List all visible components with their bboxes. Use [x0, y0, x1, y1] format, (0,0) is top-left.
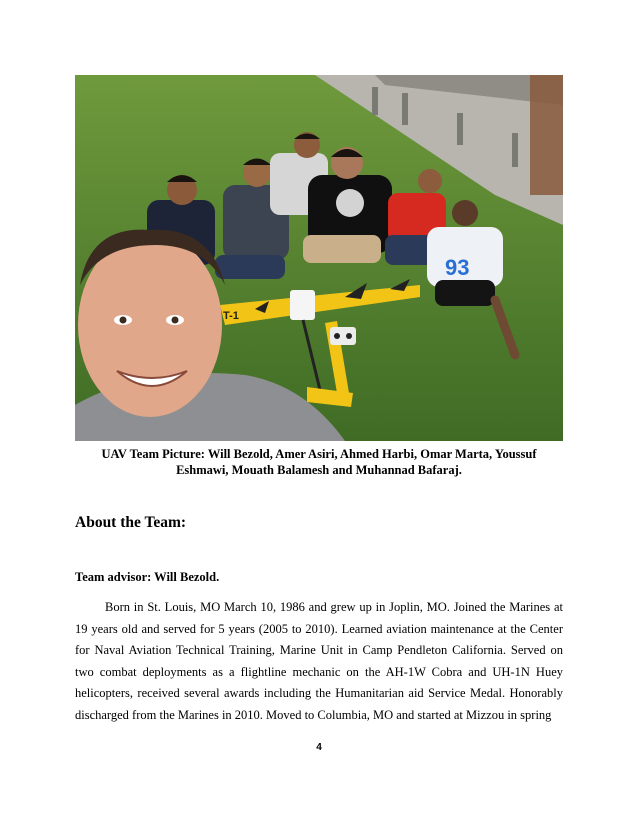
radio-controller: [330, 327, 356, 345]
advisor-heading: Team advisor: Will Bezold.: [75, 570, 220, 584]
finger-blur: [530, 75, 563, 195]
advisor-bio-paragraph: Born in St. Louis, MO March 10, 1986 and grew up in Joplin, MO. Joined the Marines at 19 years old and served for 5 years (2005 to 2010). Learned aviation maintenance at the Center for Naval Aviation Technical Training, Marine Unit in Camp Pendleton California. Served on two combat deployments as a flightline mechanic on the AH-1W Cobra and UH-1N Huey helicopters, received several awards including the Humanitarian aid Service Medal. Honorably discharged from the Marines in 2010. Moved to Columbia, MO and started at Mizzou in spring: [75, 600, 563, 722]
photo-caption: UAV Team Picture: Will Bezold, Amer Asiri, Ahmed Harbi, Omar Marta, Youssuf Eshmawi, Mouath Balamesh and Muhannad Bafaraj.: [101, 447, 537, 477]
team-photo-illustration: [75, 75, 563, 441]
page-number: 4: [316, 742, 322, 753]
aircraft-marking: T-1: [223, 310, 239, 322]
about-heading: About the Team:: [75, 514, 187, 531]
jersey-number: 93: [445, 255, 470, 280]
team-photo: [75, 75, 563, 441]
